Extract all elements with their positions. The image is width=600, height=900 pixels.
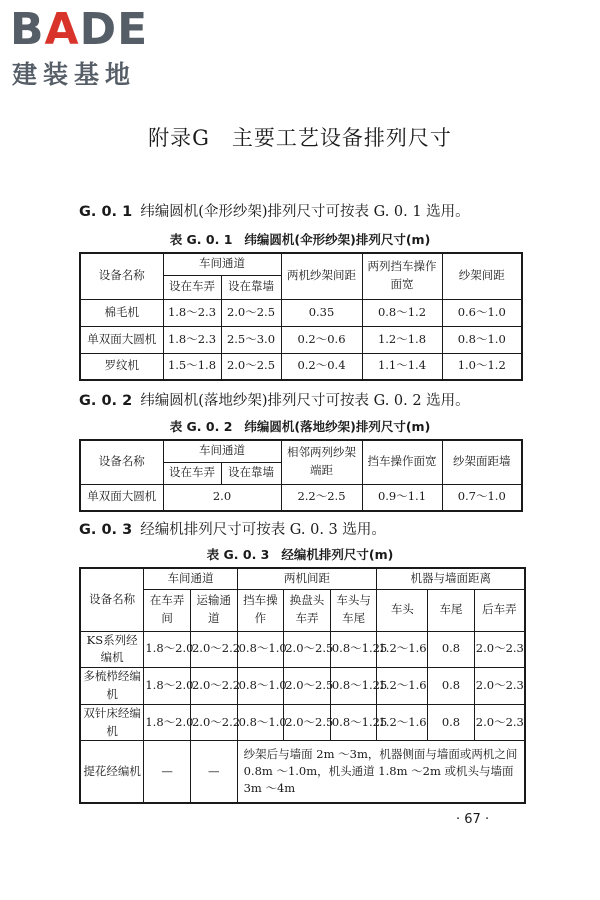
header-by-wall: 设在靠墙 xyxy=(221,462,281,484)
cell: — xyxy=(144,741,191,803)
cell: 0.8～1.2 xyxy=(362,299,442,326)
header-operation: 挡车操作 xyxy=(237,589,284,631)
cell: 2.0～2.3 xyxy=(474,668,525,705)
cell: 2.0～2.5 xyxy=(284,668,331,705)
row-name: 罗纹机 xyxy=(80,353,163,380)
row-name: 棉毛机 xyxy=(80,299,163,326)
cell: 2.0～2.2 xyxy=(190,704,237,741)
cell: 0.8～1.25 xyxy=(330,631,377,668)
cell: 0.8～1.25 xyxy=(330,668,377,705)
cell: 2.0～2.3 xyxy=(474,704,525,741)
header-head-tail: 车头与车尾 xyxy=(330,589,377,631)
cell: 1.8～2.0 xyxy=(144,631,191,668)
cell: 0.8 xyxy=(428,704,475,741)
header-creel-end-gap: 相邻两列纱架端距 xyxy=(281,440,362,484)
header-in-lane: 在车弄间 xyxy=(144,589,191,631)
cell: 0.6～1.0 xyxy=(442,299,522,326)
clause-g01 xyxy=(79,200,470,221)
cell: 0.35 xyxy=(281,299,362,326)
clause-g03 xyxy=(79,518,386,539)
table-row xyxy=(80,299,522,326)
cell: 0.8～1.0 xyxy=(237,668,284,705)
cell: 1.2～1.8 xyxy=(362,326,442,353)
clause-number: G. 0. 1 xyxy=(79,204,133,220)
header-in-lane: 设在车弄 xyxy=(163,462,221,484)
table-row xyxy=(80,353,522,380)
cell: 2.0～2.5 xyxy=(284,631,331,668)
header-creel-gap: 纱架间距 xyxy=(442,253,522,299)
header-machine-to-wall: 机器与墙面距离 xyxy=(377,568,525,589)
cell: 0.8 xyxy=(428,668,475,705)
header-creel-to-wall: 纱架面距墙 xyxy=(442,440,522,484)
cell: — xyxy=(190,741,237,803)
cell: 1.1～1.4 xyxy=(362,353,442,380)
header-aisle: 车间通道 xyxy=(163,440,281,462)
logo-wordmark: BADE xyxy=(10,4,149,55)
cell: 2.0～2.2 xyxy=(190,668,237,705)
cell: 1.2～1.6 xyxy=(377,631,428,668)
page-number: · 67 · xyxy=(456,812,490,827)
cell: 1.0～1.2 xyxy=(442,353,522,380)
header-head: 车头 xyxy=(377,589,428,631)
table-g01 xyxy=(79,252,523,381)
cell: 1.8～2.3 xyxy=(163,326,221,353)
cell: 0.9～1.1 xyxy=(362,484,442,511)
header-by-wall: 设在靠墙 xyxy=(221,275,281,299)
cell: 0.2～0.4 xyxy=(281,353,362,380)
cell: 0.8～1.0 xyxy=(442,326,522,353)
cell: 0.7～1.0 xyxy=(442,484,522,511)
cell: 1.5～1.8 xyxy=(163,353,221,380)
table-g02 xyxy=(79,439,523,512)
cell: 1.8～2.0 xyxy=(144,668,191,705)
jacquard-note: 纱架后与墙面 2m ～3m，机器侧面与墙面或两机之间 0.8m ～1.0m，机头通道 1.8m ～2m 或机头与墙面 3m ～4m xyxy=(237,741,525,803)
row-name: 单双面大圆机 xyxy=(80,326,163,353)
header-transport: 运输通道 xyxy=(190,589,237,631)
clause-g02 xyxy=(79,389,470,410)
table-row-jacquard xyxy=(80,741,525,803)
cell: 2.5～3.0 xyxy=(221,326,281,353)
table-row xyxy=(80,668,525,705)
cell: 1.2～1.6 xyxy=(377,668,428,705)
header-equipment: 设备名称 xyxy=(80,253,163,299)
row-name: 提花经编机 xyxy=(80,741,144,803)
clause-text: 纬编圆机(伞形纱架)排列尺寸可按表 G. 0. 1 选用。 xyxy=(140,204,470,220)
table-g03 xyxy=(79,567,526,804)
table-row xyxy=(80,484,522,511)
cell: 2.0～2.5 xyxy=(221,299,281,326)
header-tail: 车尾 xyxy=(428,589,475,631)
row-name: 双针床经编机 xyxy=(80,704,144,741)
row-name: 单双面大圆机 xyxy=(80,484,163,511)
header-machine-gap: 两机间距 xyxy=(237,568,377,589)
clause-number: G. 0. 3 xyxy=(79,522,133,538)
header-aisle: 车间通道 xyxy=(144,568,237,589)
header-in-lane: 设在车弄 xyxy=(163,275,221,299)
cell: 0.8 xyxy=(428,631,475,668)
cell: 2.0～2.2 xyxy=(190,631,237,668)
header-rear-lane: 后车弄 xyxy=(474,589,525,631)
cell: 2.2～2.5 xyxy=(281,484,362,511)
table-row xyxy=(80,704,525,741)
header-aisle: 车间通道 xyxy=(163,253,281,275)
table-caption-g01: 表 G. 0. 1 纬编圆机(伞形纱架)排列尺寸(m) xyxy=(169,232,431,247)
logo-subtitle: 建装基地 xyxy=(12,60,137,89)
cell: 0.2～0.6 xyxy=(281,326,362,353)
cell: 2.0～2.5 xyxy=(284,704,331,741)
cell: 1.8～2.0 xyxy=(144,704,191,741)
row-name: KS系列经编机 xyxy=(80,631,144,668)
table-row xyxy=(80,631,525,668)
header-machine-creel-gap: 两机纱架间距 xyxy=(281,253,362,299)
cell: 2.0～2.5 xyxy=(221,353,281,380)
cell: 0.8～1.0 xyxy=(237,704,284,741)
cell: 1.2～1.6 xyxy=(377,704,428,741)
header-equipment: 设备名称 xyxy=(80,440,163,484)
cell: 1.8～2.3 xyxy=(163,299,221,326)
clause-text: 经编机排列尺寸可按表 G. 0. 3 选用。 xyxy=(140,522,386,538)
row-name: 多梳栉经编机 xyxy=(80,668,144,705)
header-equipment: 设备名称 xyxy=(80,568,144,631)
header-operating-width: 两列挡车操作面宽 xyxy=(362,253,442,299)
cell: 0.8～1.0 xyxy=(237,631,284,668)
bade-logo xyxy=(10,6,180,98)
cell: 2.0～2.3 xyxy=(474,631,525,668)
clause-number: G. 0. 2 xyxy=(79,393,133,409)
appendix-title: 附录G 主要工艺设备排列尺寸 xyxy=(148,126,452,150)
table-row xyxy=(80,326,522,353)
cell: 0.8～1.25 xyxy=(330,704,377,741)
cell: 2.0 xyxy=(163,484,281,511)
table-caption-g02: 表 G. 0. 2 纬编圆机(落地纱架)排列尺寸(m) xyxy=(169,419,431,434)
header-beam-change: 换盘头车弄 xyxy=(284,589,331,631)
table-caption-g03: 表 G. 0. 3 经编机排列尺寸(m) xyxy=(206,547,394,562)
clause-text: 纬编圆机(落地纱架)排列尺寸可按表 G. 0. 2 选用。 xyxy=(140,393,470,409)
header-operating-width: 挡车操作面宽 xyxy=(362,440,442,484)
